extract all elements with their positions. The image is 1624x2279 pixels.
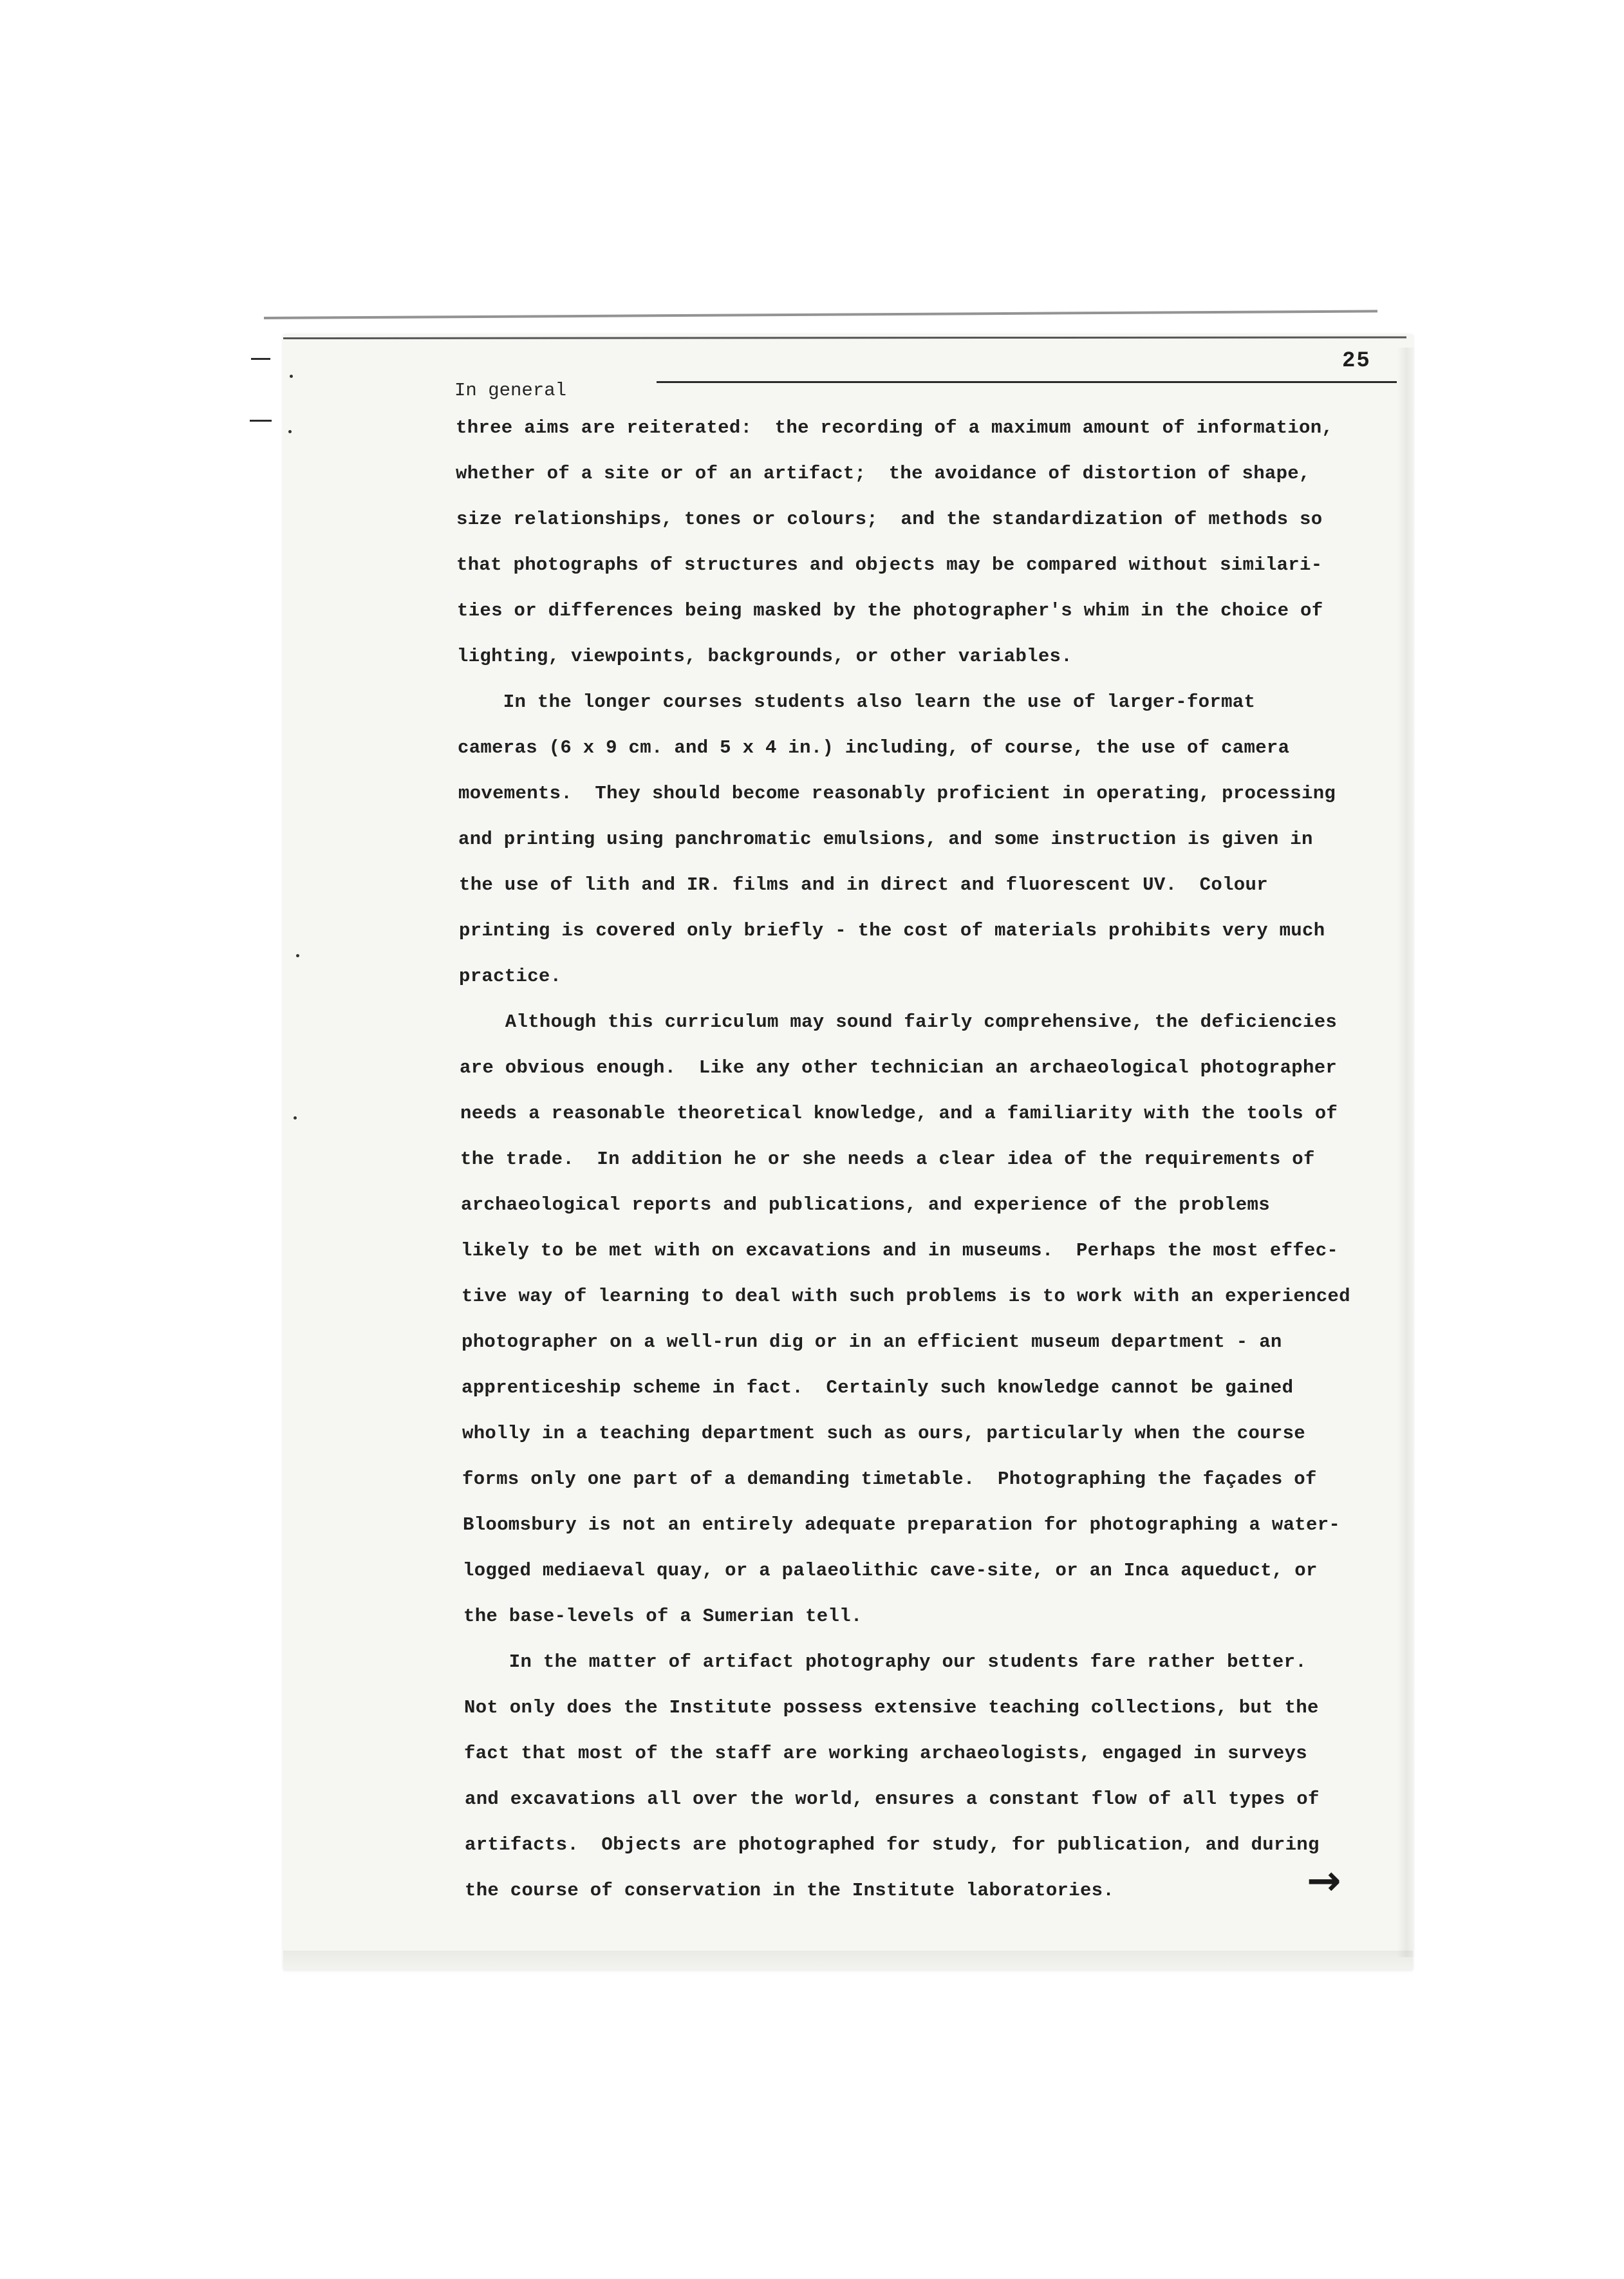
text-line: apprenticeship scheme in fact. Certainly such knowledge cannot be gained <box>462 1377 1294 1398</box>
page-stack-edge <box>264 310 1377 319</box>
text-line: needs a reasonable theoretical knowledge, and a familiarity with the tools of <box>460 1103 1338 1124</box>
text-line: the trade. In addition he or she needs a clear idea of the requirements of <box>460 1149 1315 1170</box>
text-line: logged mediaeval quay, or a palaeolithic cave-site, or an Inca aqueduct, or <box>463 1560 1318 1581</box>
text-line: the use of lith and IR. films and in direct and fluorescent UV. Colour <box>459 874 1268 896</box>
text-line: In the matter of artifact photography our students fare rather better. <box>463 1651 1307 1673</box>
text-line: cameras (6 x 9 cm. and 5 x 4 in.) including, of course, the use of camera <box>458 737 1290 758</box>
text-line: Although this curriculum may sound fairly comprehensive, the deficiencies <box>460 1011 1338 1033</box>
margin-mark <box>288 430 292 433</box>
text-line: the base-levels of a Sumerian tell. <box>463 1606 863 1627</box>
margin-mark <box>250 420 272 422</box>
header-rule <box>657 381 1397 383</box>
text-line: archaeological reports and publications, and experience of the problems <box>461 1194 1270 1215</box>
text-line: In the longer courses students also learn the use of larger-format <box>458 691 1256 713</box>
text-line: likely to be met with on excavations and in museums. Perhaps the most effec- <box>461 1240 1339 1261</box>
margin-mark <box>290 375 293 378</box>
continue-arrow-icon: → <box>1307 1857 1341 1905</box>
text-line: artifacts. Objects are photographed for study, for publication, and during <box>465 1834 1320 1855</box>
text-line: ties or differences being masked by the photographer's whim in the choice of <box>457 600 1323 621</box>
text-line: are obvious enough. Like any other technician an archaeological photographer <box>460 1057 1338 1078</box>
page-number: 25 <box>1342 349 1371 373</box>
text-line: and excavations all over the world, ensures a constant flow of all types of <box>465 1788 1320 1810</box>
text-line: the course of conservation in the Institute laboratories. <box>465 1880 1115 1901</box>
text-line: whether of a site or of an artifact; the avoidance of distortion of shape, <box>456 463 1311 484</box>
text-line: photographer on a well-run dig or in an efficient museum department - an <box>462 1331 1282 1353</box>
text-line: practice. <box>459 966 562 987</box>
text-line: Not only does the Institute possess extensive teaching collections, but the <box>464 1697 1319 1718</box>
text-line: printing is covered only briefly - the cost of materials prohibits very much <box>459 920 1325 941</box>
margin-mark <box>296 954 299 957</box>
text-line: tive way of learning to deal with such problems is to work with an experienced <box>462 1286 1350 1307</box>
text-line: fact that most of the staff are working archaeologists, engaged in surveys <box>464 1743 1308 1764</box>
text-line: wholly in a teaching department such as ours, particularly when the course <box>462 1423 1306 1444</box>
running-head: In general <box>454 380 567 401</box>
text-line: three aims are reiterated: the recording of a maximum amount of information, <box>456 417 1334 438</box>
text-line: Bloomsbury is not an entirely adequate preparation for photographing a water- <box>463 1514 1341 1535</box>
margin-mark <box>294 1116 297 1120</box>
page-bottom-shadow <box>283 1951 1413 1976</box>
text-line: that photographs of structures and objects may be compared without similari- <box>456 554 1323 576</box>
margin-mark <box>251 358 270 360</box>
text-line: forms only one part of a demanding timetable. Photographing the façades of <box>462 1468 1317 1490</box>
text-line: size relationships, tones or colours; and the standardization of methods so <box>456 509 1323 530</box>
text-line: and printing using panchromatic emulsions, and some instruction is given in <box>458 829 1313 850</box>
page-fold-shadow <box>1397 348 1416 1957</box>
text-line: movements. They should become reasonably proficient in operating, processing <box>458 783 1336 804</box>
text-line: lighting, viewpoints, backgrounds, or other variables. <box>457 646 1072 667</box>
